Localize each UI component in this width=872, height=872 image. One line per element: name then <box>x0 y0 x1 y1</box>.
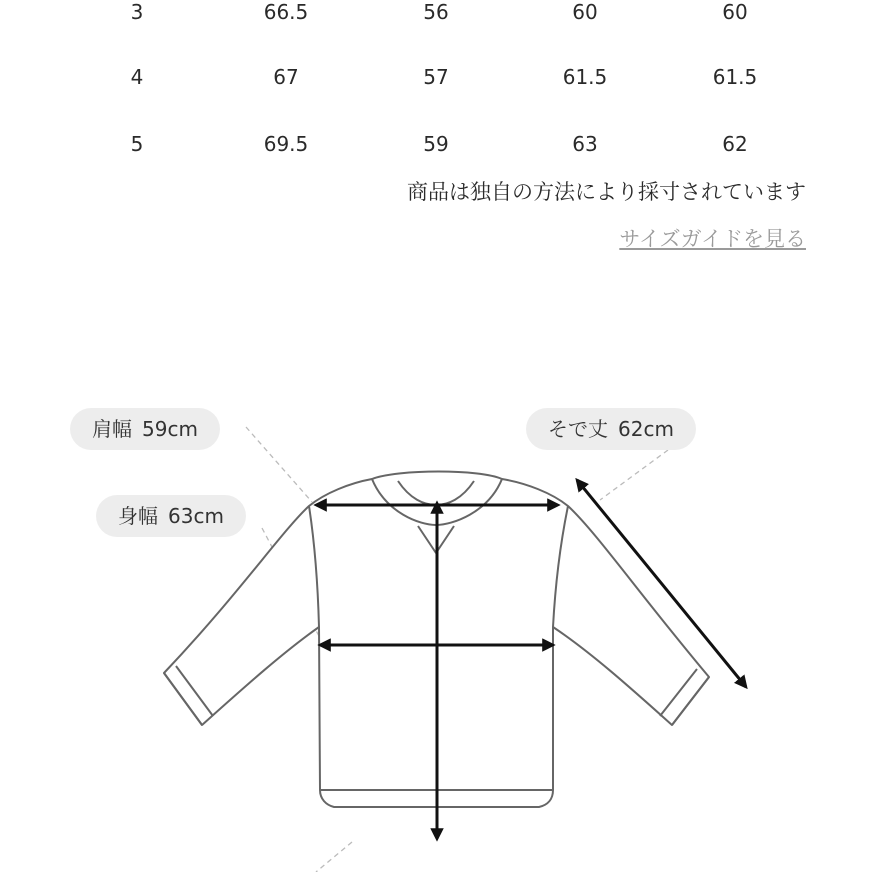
table-row <box>0 62 872 92</box>
measurement-note: 商品は独自の方法により採寸されています <box>407 180 806 204</box>
shoulder-width-value: 59cm <box>142 417 198 441</box>
value-cell: 61.5 <box>712 65 758 89</box>
value-cell: 66.5 <box>263 0 309 24</box>
body-width-label <box>96 495 246 537</box>
value-cell: 60 <box>722 0 748 24</box>
body-width-value: 63cm <box>168 504 224 528</box>
value-cell: 62 <box>722 132 748 156</box>
sweatshirt-diagram <box>0 395 872 872</box>
table-row <box>0 0 872 27</box>
hem-leader <box>316 842 352 872</box>
value-cell: 67 <box>273 65 299 89</box>
sleeve-length-label <box>526 408 696 450</box>
table-row <box>0 129 872 159</box>
value-cell: 56 <box>423 0 449 24</box>
sleeve-length-value: 62cm <box>618 417 674 441</box>
shoulder-width-label <box>70 408 220 450</box>
size-cell: 4 <box>130 65 144 89</box>
value-cell: 69.5 <box>263 132 309 156</box>
measurement-diagram <box>0 395 872 872</box>
size-cell: 5 <box>130 132 144 156</box>
size-guide-link[interactable]: サイズガイドを見る <box>619 227 806 251</box>
sleeve-length-name: そで丈 <box>548 417 608 441</box>
size-cell: 3 <box>130 0 144 24</box>
value-cell: 60 <box>572 0 598 24</box>
value-cell: 59 <box>423 132 449 156</box>
sleeve-leader <box>600 450 668 500</box>
value-cell: 61.5 <box>562 65 608 89</box>
body-width-name: 身幅 <box>118 504 158 528</box>
value-cell: 57 <box>423 65 449 89</box>
value-cell: 63 <box>572 132 598 156</box>
shoulder-leader <box>246 427 312 502</box>
shoulder-width-name: 肩幅 <box>92 417 132 441</box>
